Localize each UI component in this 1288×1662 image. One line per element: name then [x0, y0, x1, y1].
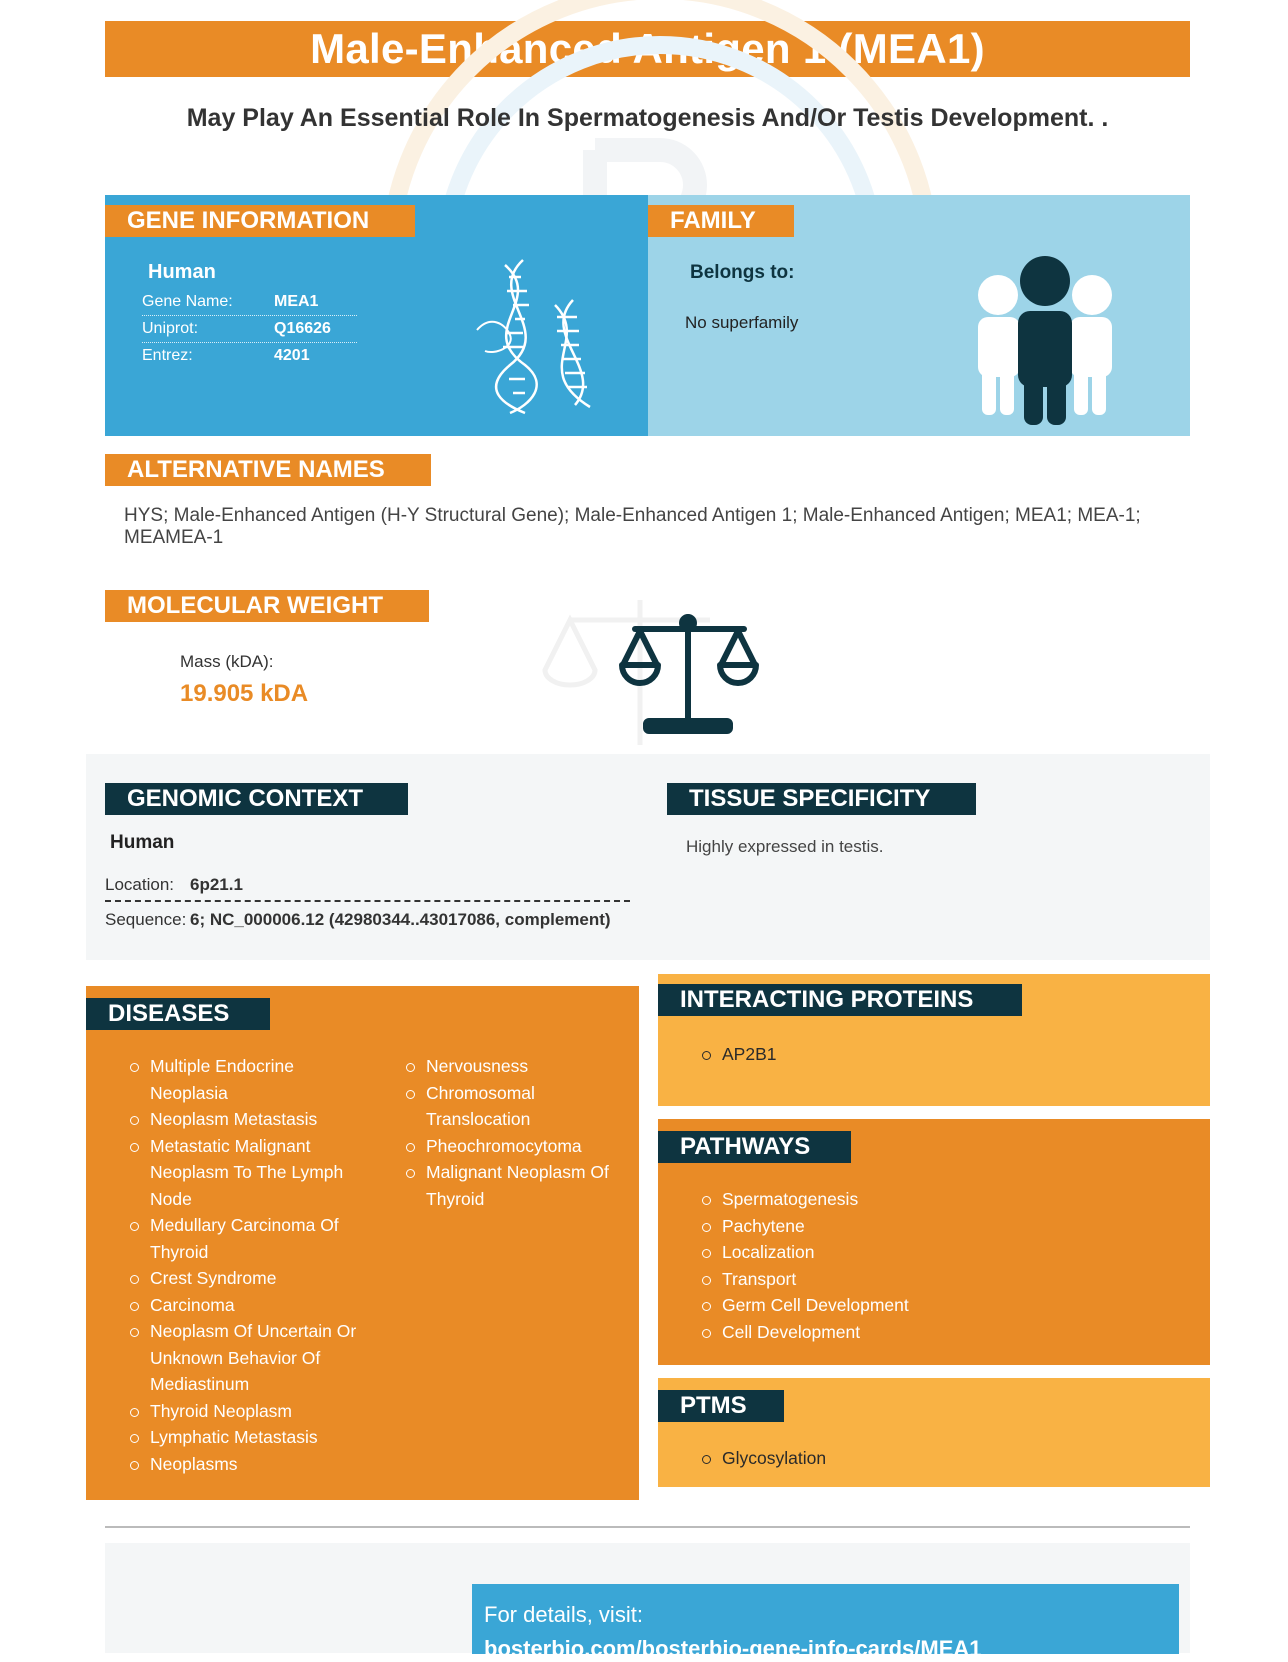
list-item: Neoplasm Metastasis [128, 1106, 358, 1133]
location-row [105, 870, 630, 902]
entrez-label: Entrez: [142, 347, 193, 364]
footer-link[interactable]: bosterbio.com/bosterbio-gene-info-cards/MEA1 [484, 1636, 982, 1661]
family-value: No superfamily [685, 313, 799, 332]
list-item: Localization [700, 1239, 1180, 1266]
interacting-proteins-heading: INTERACTING PROTEINS [658, 984, 1022, 1016]
gene-species: Human [148, 261, 216, 283]
diseases-list-column-1 [128, 1053, 358, 1477]
family-panel [648, 195, 1190, 436]
tissue-specificity-heading: TISSUE SPECIFICITY [667, 783, 976, 815]
list-item: Thyroid Neoplasm [128, 1398, 358, 1425]
tissue-specificity-text: Highly expressed in testis. [686, 837, 884, 856]
alternative-names-heading: ALTERNATIVE NAMES [105, 454, 431, 486]
list-item: Multiple Endocrine Neoplasia [128, 1053, 358, 1106]
uniprot-row [142, 316, 357, 343]
list-item: Cell Development [700, 1319, 1180, 1346]
genomic-species: Human [110, 832, 175, 853]
divider [105, 1526, 1190, 1528]
mass-value: 19.905 kDA [180, 680, 309, 707]
diseases-list-column-2 [404, 1053, 624, 1212]
list-item: Lymphatic Metastasis [128, 1424, 358, 1451]
list-item: Transport [700, 1266, 1180, 1293]
molecular-weight-heading: MOLECULAR WEIGHT [105, 590, 429, 622]
ptms-list [700, 1445, 1180, 1472]
list-item: Pachytene [700, 1213, 1180, 1240]
alternative-names-text: HYS; Male-Enhanced Antigen (H-Y Structural Gene); Male-Enhanced Antigen 1; Male-Enhanced Antigen; MEA1; MEA-1; MEAMEA-1 [124, 505, 1141, 548]
list-item: Pheochromocytoma [404, 1133, 624, 1160]
pathways-list [700, 1186, 1180, 1345]
footer-visit-text: For details, visit: [484, 1602, 643, 1627]
list-item: Spermatogenesis [700, 1186, 1180, 1213]
uniprot-label: Uniprot: [142, 320, 199, 337]
family-heading: FAMILY [648, 205, 794, 237]
sequence-label: Sequence: [105, 910, 187, 929]
list-item: Crest Syndrome [128, 1265, 358, 1292]
diseases-heading: DISEASES [86, 998, 270, 1030]
list-item: Germ Cell Development [700, 1292, 1180, 1319]
list-item: Carcinoma [128, 1292, 358, 1319]
gene-information-heading: GENE INFORMATION [105, 205, 415, 237]
list-item: Metastatic Malignant Neoplasm To The Lymph Node [128, 1133, 358, 1213]
page-title: Male-Enhanced Antigen 1 (MEA1) [310, 25, 985, 72]
mass-label: Mass (kDA): [180, 652, 274, 671]
diseases-panel [86, 986, 639, 1500]
sequence-value: 6; NC_000006.12 (42980344..43017086, complement) [190, 910, 611, 929]
sequence-row [105, 906, 645, 936]
balance-scale-icon [540, 595, 760, 755]
interacting-proteins-panel [658, 974, 1210, 1106]
genomic-context-heading: GENOMIC CONTEXT [105, 783, 408, 815]
list-item: Malignant Neoplasm Of Thyroid [404, 1159, 624, 1212]
gene-name-row [142, 289, 357, 316]
entrez-row [142, 343, 357, 370]
location-label: Location: [105, 875, 174, 894]
list-item: Neoplasms [128, 1451, 358, 1478]
uniprot-value: Q16626 [274, 320, 331, 337]
gene-name-label: Gene Name: [142, 293, 233, 310]
footer-details-box [472, 1584, 1179, 1661]
interacting-proteins-list [700, 1041, 1180, 1068]
list-item: Neoplasm Of Uncertain Or Unknown Behavior Of Mediastinum [128, 1318, 358, 1398]
belongs-to-label: Belongs to: [690, 262, 795, 283]
gene-information-panel [105, 195, 648, 436]
people-group-icon [970, 255, 1120, 425]
entrez-value: 4201 [274, 347, 310, 364]
dna-helix-icon [465, 255, 615, 415]
list-item: Nervousness [404, 1053, 624, 1080]
ptms-heading: PTMS [658, 1390, 784, 1422]
location-value: 6p21.1 [190, 875, 243, 894]
subtitle: May Play An Essential Role In Spermatogenesis And/Or Testis Development. . [186, 104, 1109, 132]
list-item: Glycosylation [700, 1445, 1180, 1472]
pathways-panel [658, 1119, 1210, 1365]
gene-name-value: MEA1 [274, 293, 319, 310]
pathways-heading: PATHWAYS [658, 1131, 851, 1163]
list-item: Medullary Carcinoma Of Thyroid [128, 1212, 358, 1265]
list-item: Chromosomal Translocation [404, 1080, 624, 1133]
list-item: AP2B1 [700, 1041, 1180, 1068]
ptms-panel [658, 1378, 1210, 1487]
